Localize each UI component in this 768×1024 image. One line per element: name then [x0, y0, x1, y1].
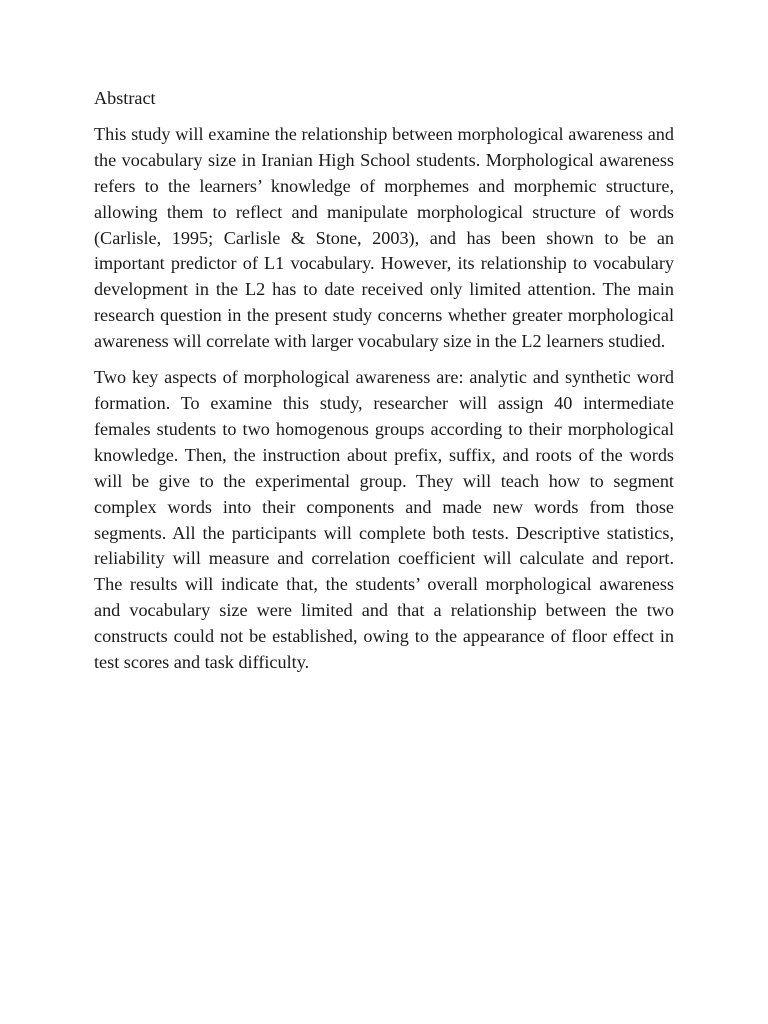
abstract-paragraph-2: Two key aspects of morphological awareness are: analytic and synthetic word formation. To examine this study, researcher will assign 40 intermediate females students to two homogenous groups according to their morphological knowledge. Then, the instruction about prefix, suffix, and roots of the words will be give to the experimental group. They will teach how to segment complex words into their components and made new words from those segments. All the participants will complete both tests. Descriptive statistics, reliability will measure and correlation coefficient will calculate and report. The results will indicate that, the students’ overall morphological awareness and vocabulary size were limited and that a relationship between the two constructs could not be established, owing to the appearance of floor effect in test scores and task difficulty.: [94, 367, 674, 673]
abstract-paragraph-1: This study will examine the relationship between morphological awareness and the vocabulary size in Iranian High School students. Morphological awareness refers to the learners’ knowledge of morphemes and morphemic structure, allowing them to reflect and manipulate morphological structure of words (Carlisle, 1995; Carlisle & Stone, 2003), and has been shown to be an important predictor of L1 vocabulary. However, its relationship to vocabulary development in the L2 has to date received only limited attention. The main research question in the present study concerns whether greater morphological awareness will correlate with larger vocabulary size in the L2 learners studied.: [94, 123, 674, 352]
abstract-section: [94, 86, 674, 686]
abstract-heading: Abstract: [94, 88, 156, 108]
